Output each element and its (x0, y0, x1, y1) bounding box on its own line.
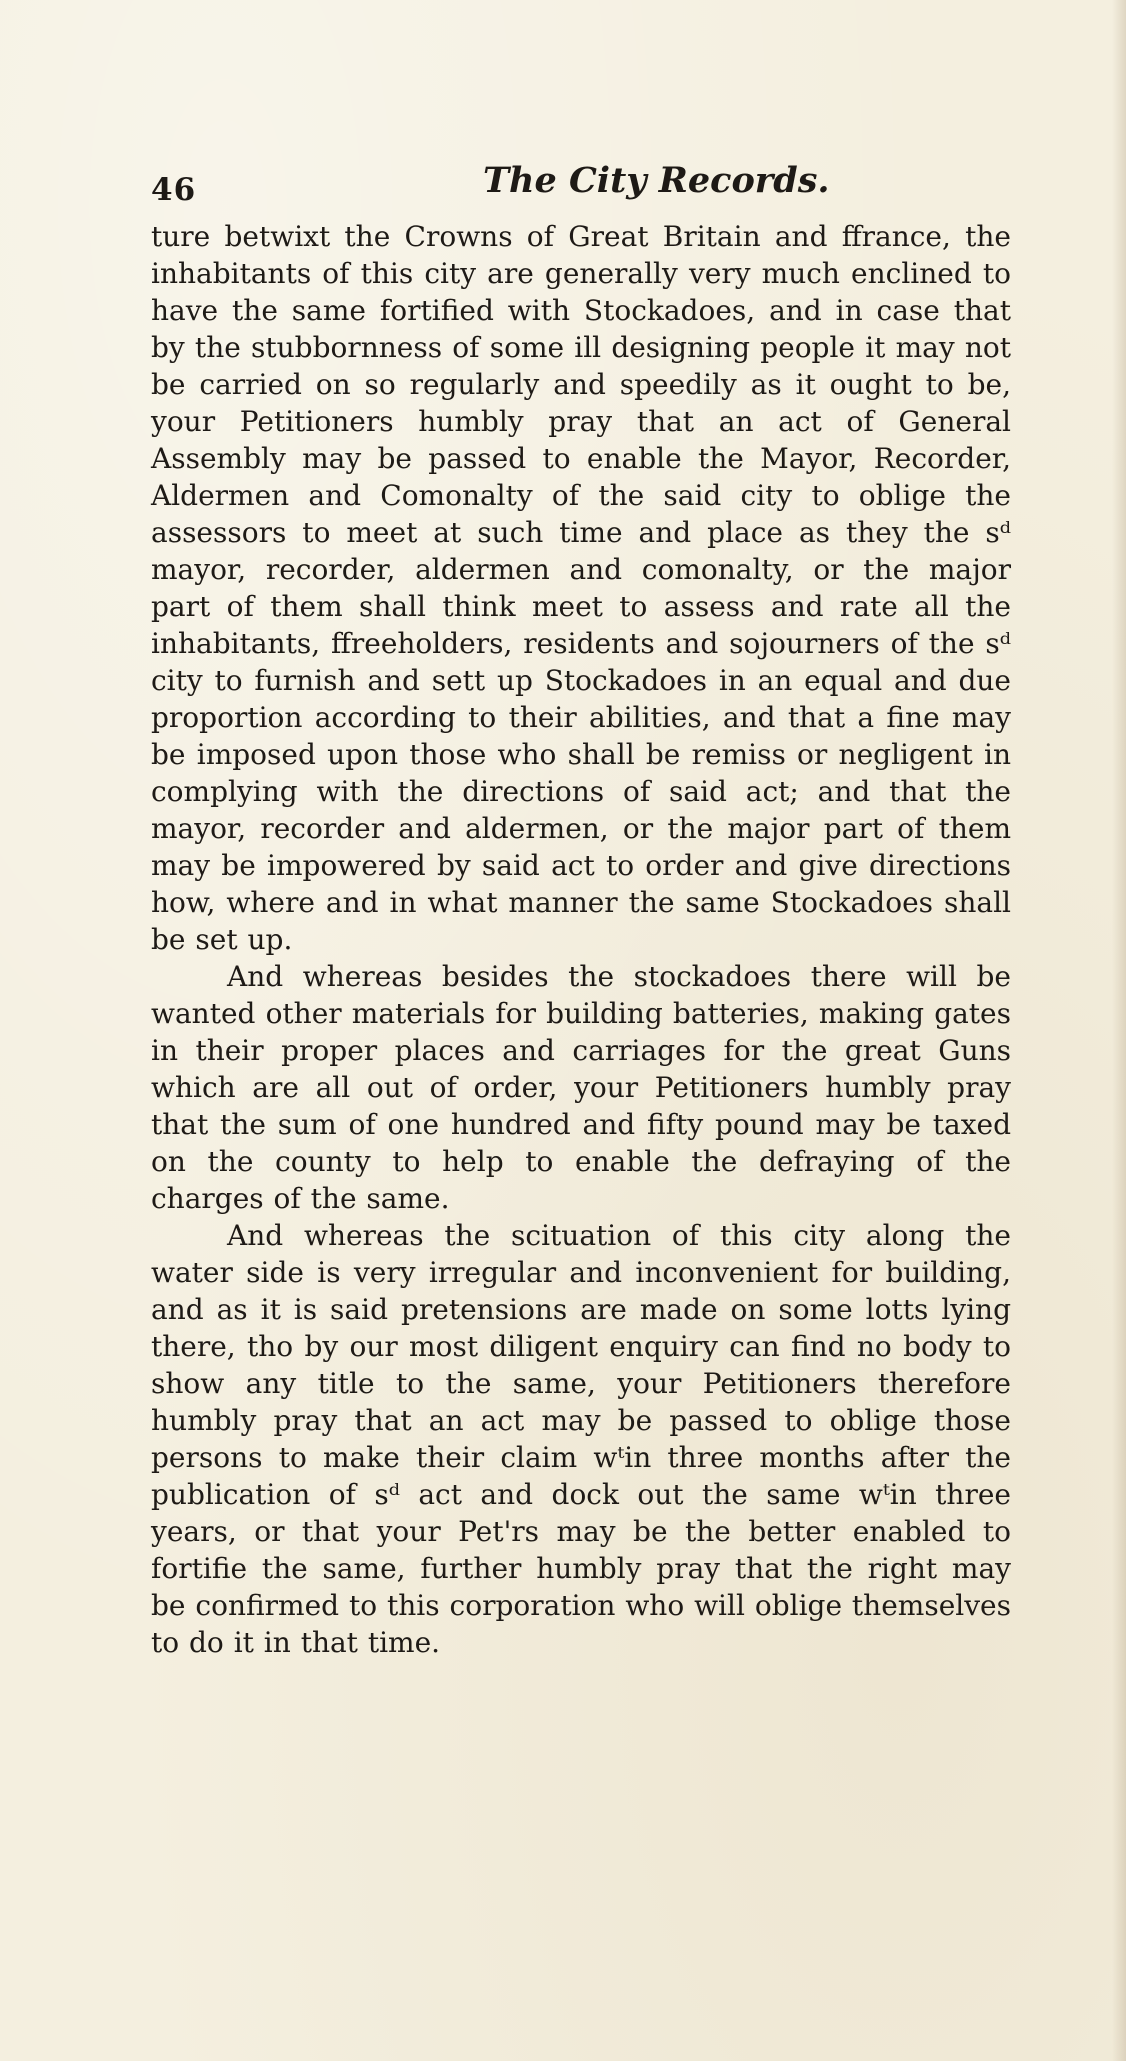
page-header (151, 160, 1011, 210)
page-number: 46 (151, 172, 197, 208)
paragraph: And whereas the scituation of this city along the water side is very irregular and inconvenient for building, and as it is said pretensions are made on some lotts lying there, tho by our most diligent enquiry can find no body to show any title to the same, your Petitioners therefore humbly pray that an act may be passed to oblige those persons to make their claim wᵗin three months after the publication of sᵈ act and dock out the same wᵗin three years, or that your Pet'rs may be the better enabled to fortifie the same, further humbly pray that the right may be confirmed to this corporation who will oblige themselves to do it in that time. (151, 1219, 1011, 1659)
paragraph: ture betwixt the Crowns of Great Britain and ffrance, the inhabitants of this city are generally very much enclined to have the same fortified with Stockadoes, and in case that by the stubbornness of some ill designing people it may not be carried on so regularly and speedily as it ought to be, your Petitioners humbly pray that an act of General Assembly may be passed to enable the Mayor, Recorder, Aldermen and Comonalty of the said city to oblige the assessors to meet at such time and place as they the sᵈ mayor, recorder, aldermen and comonalty, or the major part of them shall think meet to assess and rate all the inhabitants, ffreeholders, residents and sojourners of the sᵈ city to furnish and sett up Stockadoes in an equal and due proportion according to their abilities, and that a fine may be imposed upon those who shall be remiss or negligent in complying with the directions of said act; and that the mayor, recorder and aldermen, or the major part of them may be impowered by said act to order and give directions how, where and in what manner the same Stockadoes shall be set up. (151, 220, 1011, 956)
body-text (151, 218, 1011, 1661)
paragraph: And whereas besides the stockadoes there will be wanted other materials for building batteries, making gates in their proper places and carriages for the great Guns which are all out of order, your Petitioners humbly pray that the sum of one hundred and fifty pound may be taxed on the county to help to enable the defraying of the charges of the same. (151, 960, 1011, 1215)
page-edge-shadow (1112, 0, 1126, 2061)
running-title: The City Records. (483, 160, 830, 201)
